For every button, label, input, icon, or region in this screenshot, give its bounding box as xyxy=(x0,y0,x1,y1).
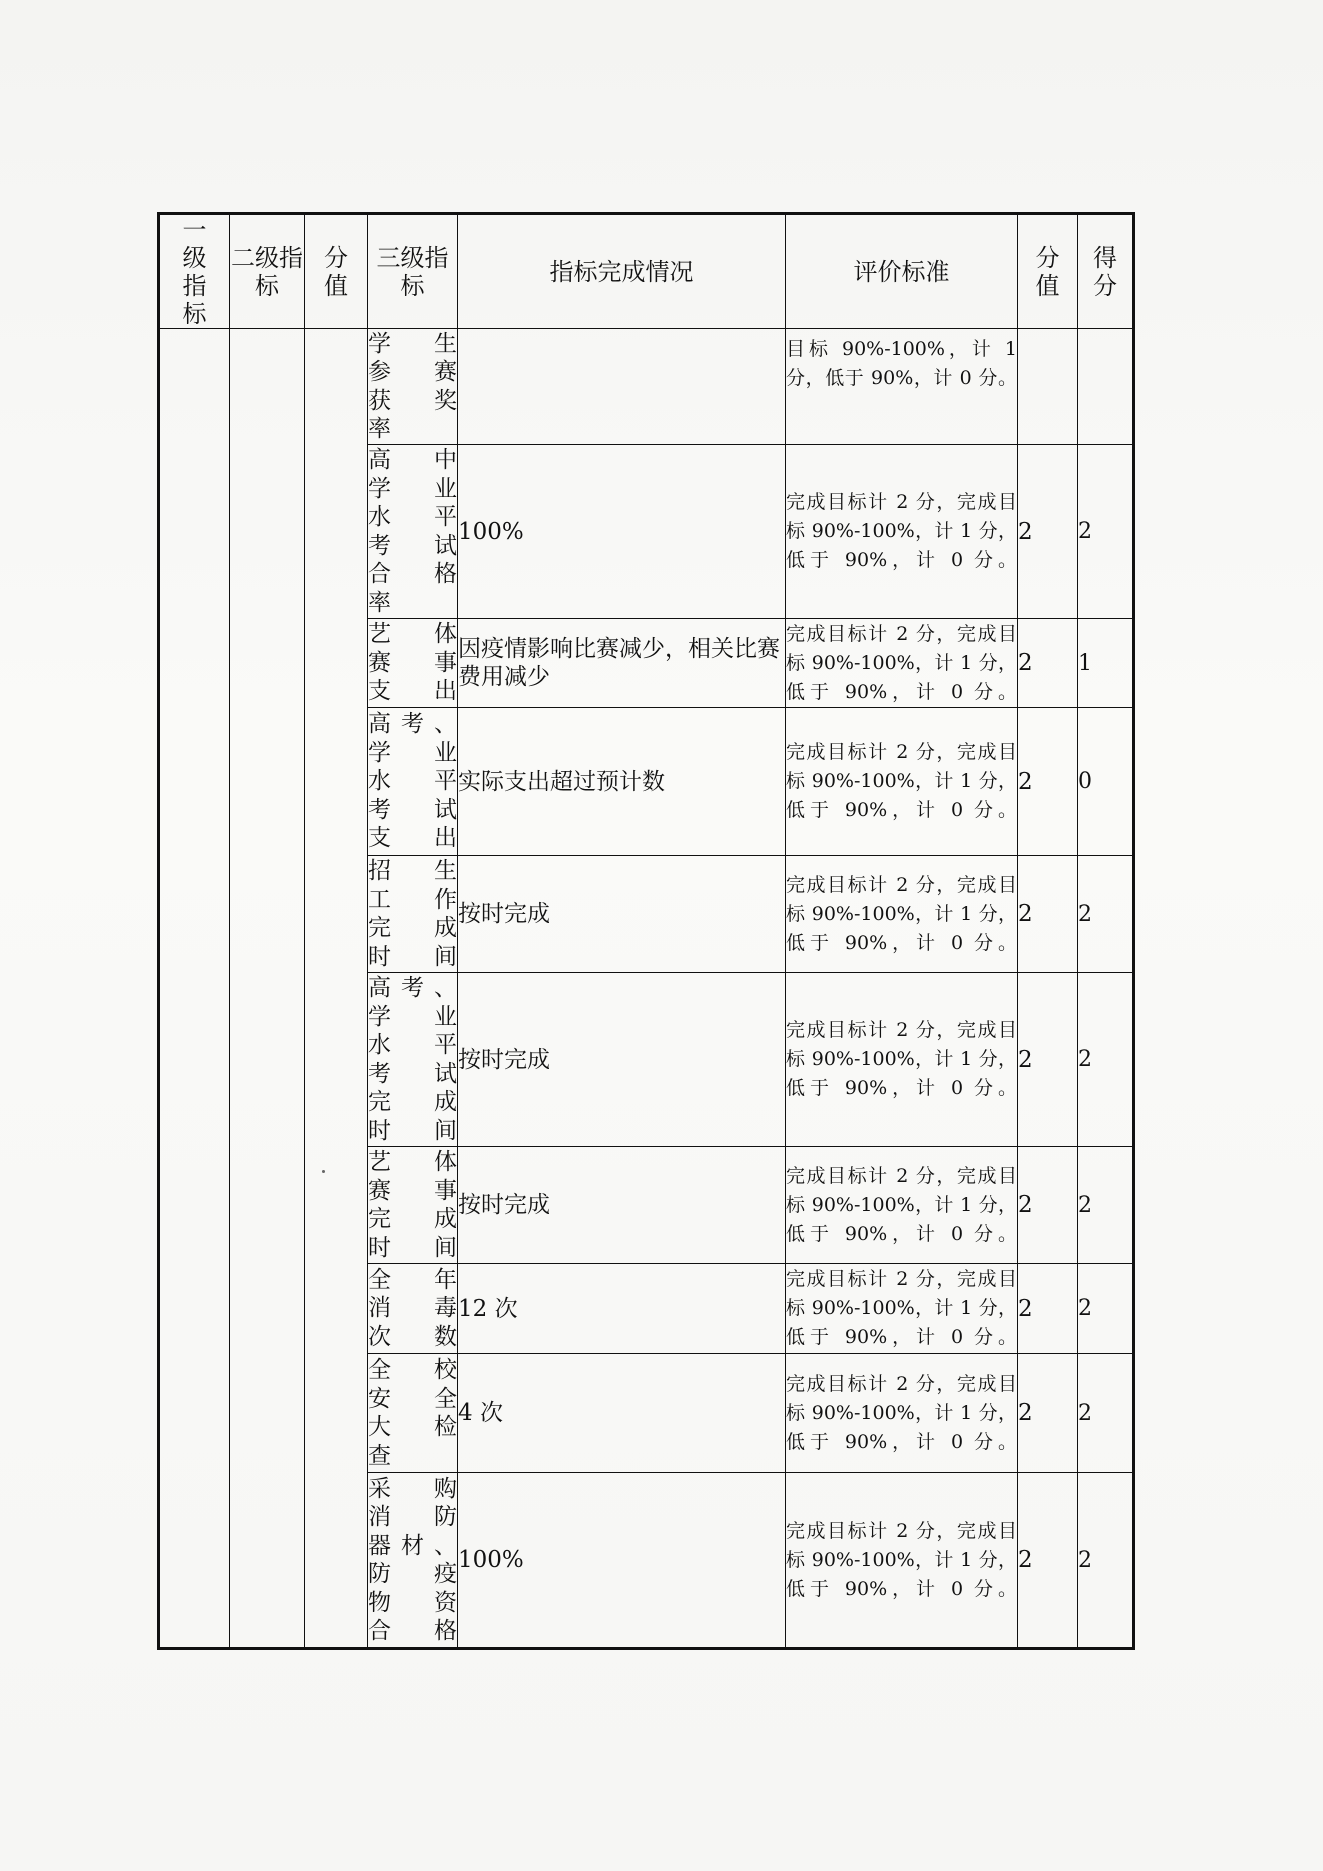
level3-cell: 艺 体 赛 事 完 成 时间 xyxy=(368,1147,458,1264)
level3-cell: 全 年 消 毒 次数 xyxy=(368,1264,458,1354)
completion-cell: 按时完成 xyxy=(458,1147,786,1264)
completion-cell: 因疫情影响比赛减少，相关比赛费用减少 xyxy=(458,619,786,708)
criteria-cell: 完成目标计 2 分，完成目标 90%-100%，计 1 分，低于 90%，计 0 分。 xyxy=(786,1264,1018,1354)
result-cell: 2 xyxy=(1078,1473,1134,1649)
result-cell: 2 xyxy=(1078,445,1134,619)
criteria-cell: 完成目标计 2 分，完成目标 90%-100%，计 1 分，低于 90%，计 0 分。 xyxy=(786,619,1018,708)
result-cell: 1 xyxy=(1078,619,1134,708)
header-row xyxy=(159,214,1134,329)
header-level2: 二级指标 xyxy=(230,214,305,329)
criteria-cell: 完成目标计 2 分，完成目标 90%-100%，计 1 分，低于 90%，计 0 分。 xyxy=(786,445,1018,619)
value-cell: 2 xyxy=(1018,1264,1078,1354)
evaluation-table xyxy=(157,212,1135,1650)
level3-cell: 高考、 学 业 水 平 考 试 完 成 时间 xyxy=(368,973,458,1147)
value-cell: 2 xyxy=(1018,1147,1078,1264)
value-cell: 2 xyxy=(1018,708,1078,856)
result-cell: 2 xyxy=(1078,1147,1134,1264)
header-criteria: 评价标准 xyxy=(786,214,1018,329)
criteria-cell: 完成目标计 2 分，完成目标 90%-100%，计 1 分，低于 90%，计 0 分。 xyxy=(786,708,1018,856)
criteria-cell: 完成目标计 2 分，完成目标 90%-100%，计 1 分，低于 90%，计 0 分。 xyxy=(786,973,1018,1147)
value-cell: 2 xyxy=(1018,1354,1078,1473)
scan-speck xyxy=(322,1170,325,1173)
completion-cell: 实际支出超过预计数 xyxy=(458,708,786,856)
header-completion: 指标完成情况 xyxy=(458,214,786,329)
level3-cell: 高 中 学 业 水 平 考 试 合 格 率 xyxy=(368,445,458,619)
result-cell: 2 xyxy=(1078,973,1134,1147)
header-level3: 三级指标 xyxy=(368,214,458,329)
value-cell xyxy=(1018,329,1078,445)
completion-cell: 100% xyxy=(458,445,786,619)
criteria-cell: 完成目标计 2 分，完成目标 90%-100%，计 1 分，低于 90%，计 0 分。 xyxy=(786,1147,1018,1264)
header-score: 分值 xyxy=(305,214,368,329)
completion-cell xyxy=(458,329,786,445)
level3-cell: 全 校 安 全 大 检 查 xyxy=(368,1354,458,1473)
result-cell xyxy=(1078,329,1134,445)
completion-cell: 按时完成 xyxy=(458,973,786,1147)
criteria-cell: 完成目标计 2 分，完成目标 90%-100%，计 1 分，低于 90%，计 0 分。 xyxy=(786,1354,1018,1473)
header-value: 分值 xyxy=(1018,214,1078,329)
header-result: 得分 xyxy=(1078,214,1134,329)
value-cell: 2 xyxy=(1018,973,1078,1147)
completion-cell: 100% xyxy=(458,1473,786,1649)
completion-cell: 按时完成 xyxy=(458,856,786,973)
criteria-cell: 完成目标计 2 分，完成目标 90%-100%，计 1 分，低于 90%，计 0 分。 xyxy=(786,856,1018,973)
level3-cell: 艺 体 赛 事 支出 xyxy=(368,619,458,708)
value-cell: 2 xyxy=(1018,445,1078,619)
completion-cell: 4 次 xyxy=(458,1354,786,1473)
result-cell: 2 xyxy=(1078,1264,1134,1354)
value-cell: 2 xyxy=(1018,619,1078,708)
completion-cell: 12 次 xyxy=(458,1264,786,1354)
level3-cell: 学 生 参 赛 获 奖 率 xyxy=(368,329,458,445)
level3-cell: 采 购 消 防 器材、 防 疫 物 资 合 格 xyxy=(368,1473,458,1649)
level3-cell: 高考、 学 业 水 平 考 试 支出 xyxy=(368,708,458,856)
value-cell: 2 xyxy=(1018,1473,1078,1649)
score-cell xyxy=(305,329,368,1649)
level2-cell xyxy=(230,329,305,1649)
value-cell: 2 xyxy=(1018,856,1078,973)
table-row xyxy=(159,329,1134,445)
result-cell: 2 xyxy=(1078,856,1134,973)
level1-cell xyxy=(159,329,230,1649)
criteria-cell: 完成目标计 2 分，完成目标 90%-100%，计 1 分，低于 90%，计 0 分。 xyxy=(786,1473,1018,1649)
result-cell: 0 xyxy=(1078,708,1134,856)
result-cell: 2 xyxy=(1078,1354,1134,1473)
level3-cell: 招 生 工 作 完 成 时间 xyxy=(368,856,458,973)
header-level1: 一级指标 xyxy=(159,214,230,329)
criteria-cell: 目标 90%-100%，计 1 分，低于 90%，计 0 分。 xyxy=(786,329,1018,445)
